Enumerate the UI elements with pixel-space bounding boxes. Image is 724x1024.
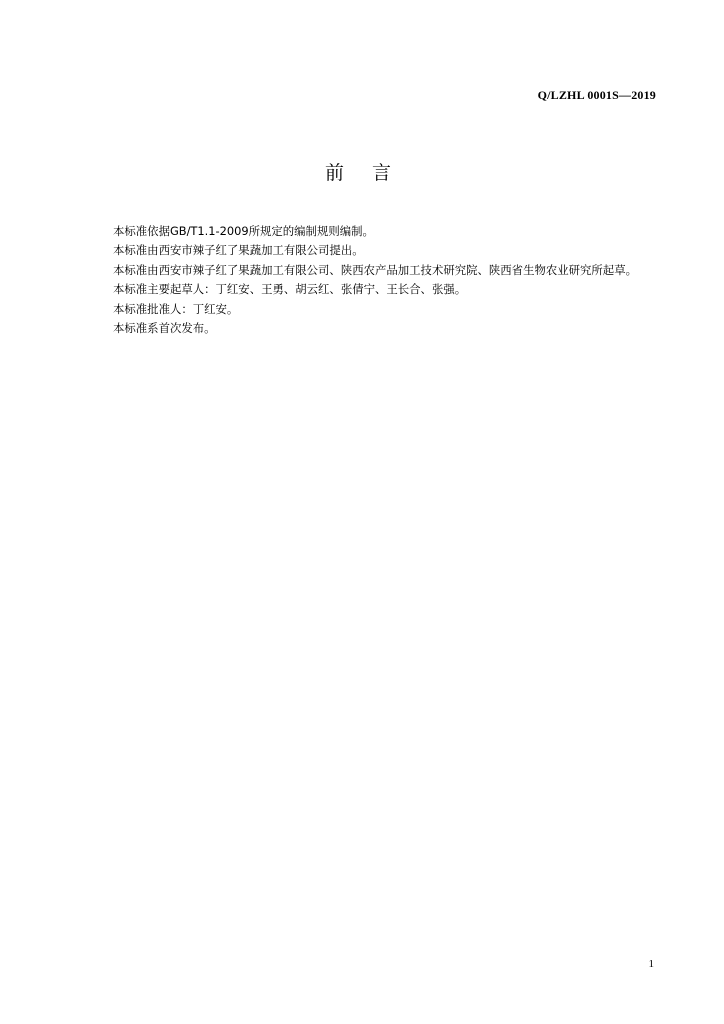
paragraph-main-drafters: 本标准主要起草人：丁红安、王勇、胡云红、张倩宁、王长合、张强。: [113, 282, 467, 297]
paragraph-proposer: 本标准由西安市辣子红了果蔬加工有限公司提出。: [113, 243, 364, 258]
page-title: 前言: [324, 162, 419, 184]
paragraph-drafting-organizations: 本标准由西安市辣子红了果蔬加工有限公司、陕西农产品加工技术研究院、陕西省生物农业研究所起草。: [113, 262, 637, 277]
standard-code: Q/LZHL 0001S—2019: [537, 88, 656, 102]
foreword-body: [86, 222, 658, 338]
paragraph-drafting-rules: 本标准依据GB/T1.1-2009所规定的编制规则编制。: [113, 224, 374, 238]
page-number: 1: [648, 958, 654, 970]
paragraph-first-release: 本标准系首次发布。: [113, 321, 216, 336]
paragraph-approver: 本标准批准人：丁红安。: [113, 301, 239, 316]
